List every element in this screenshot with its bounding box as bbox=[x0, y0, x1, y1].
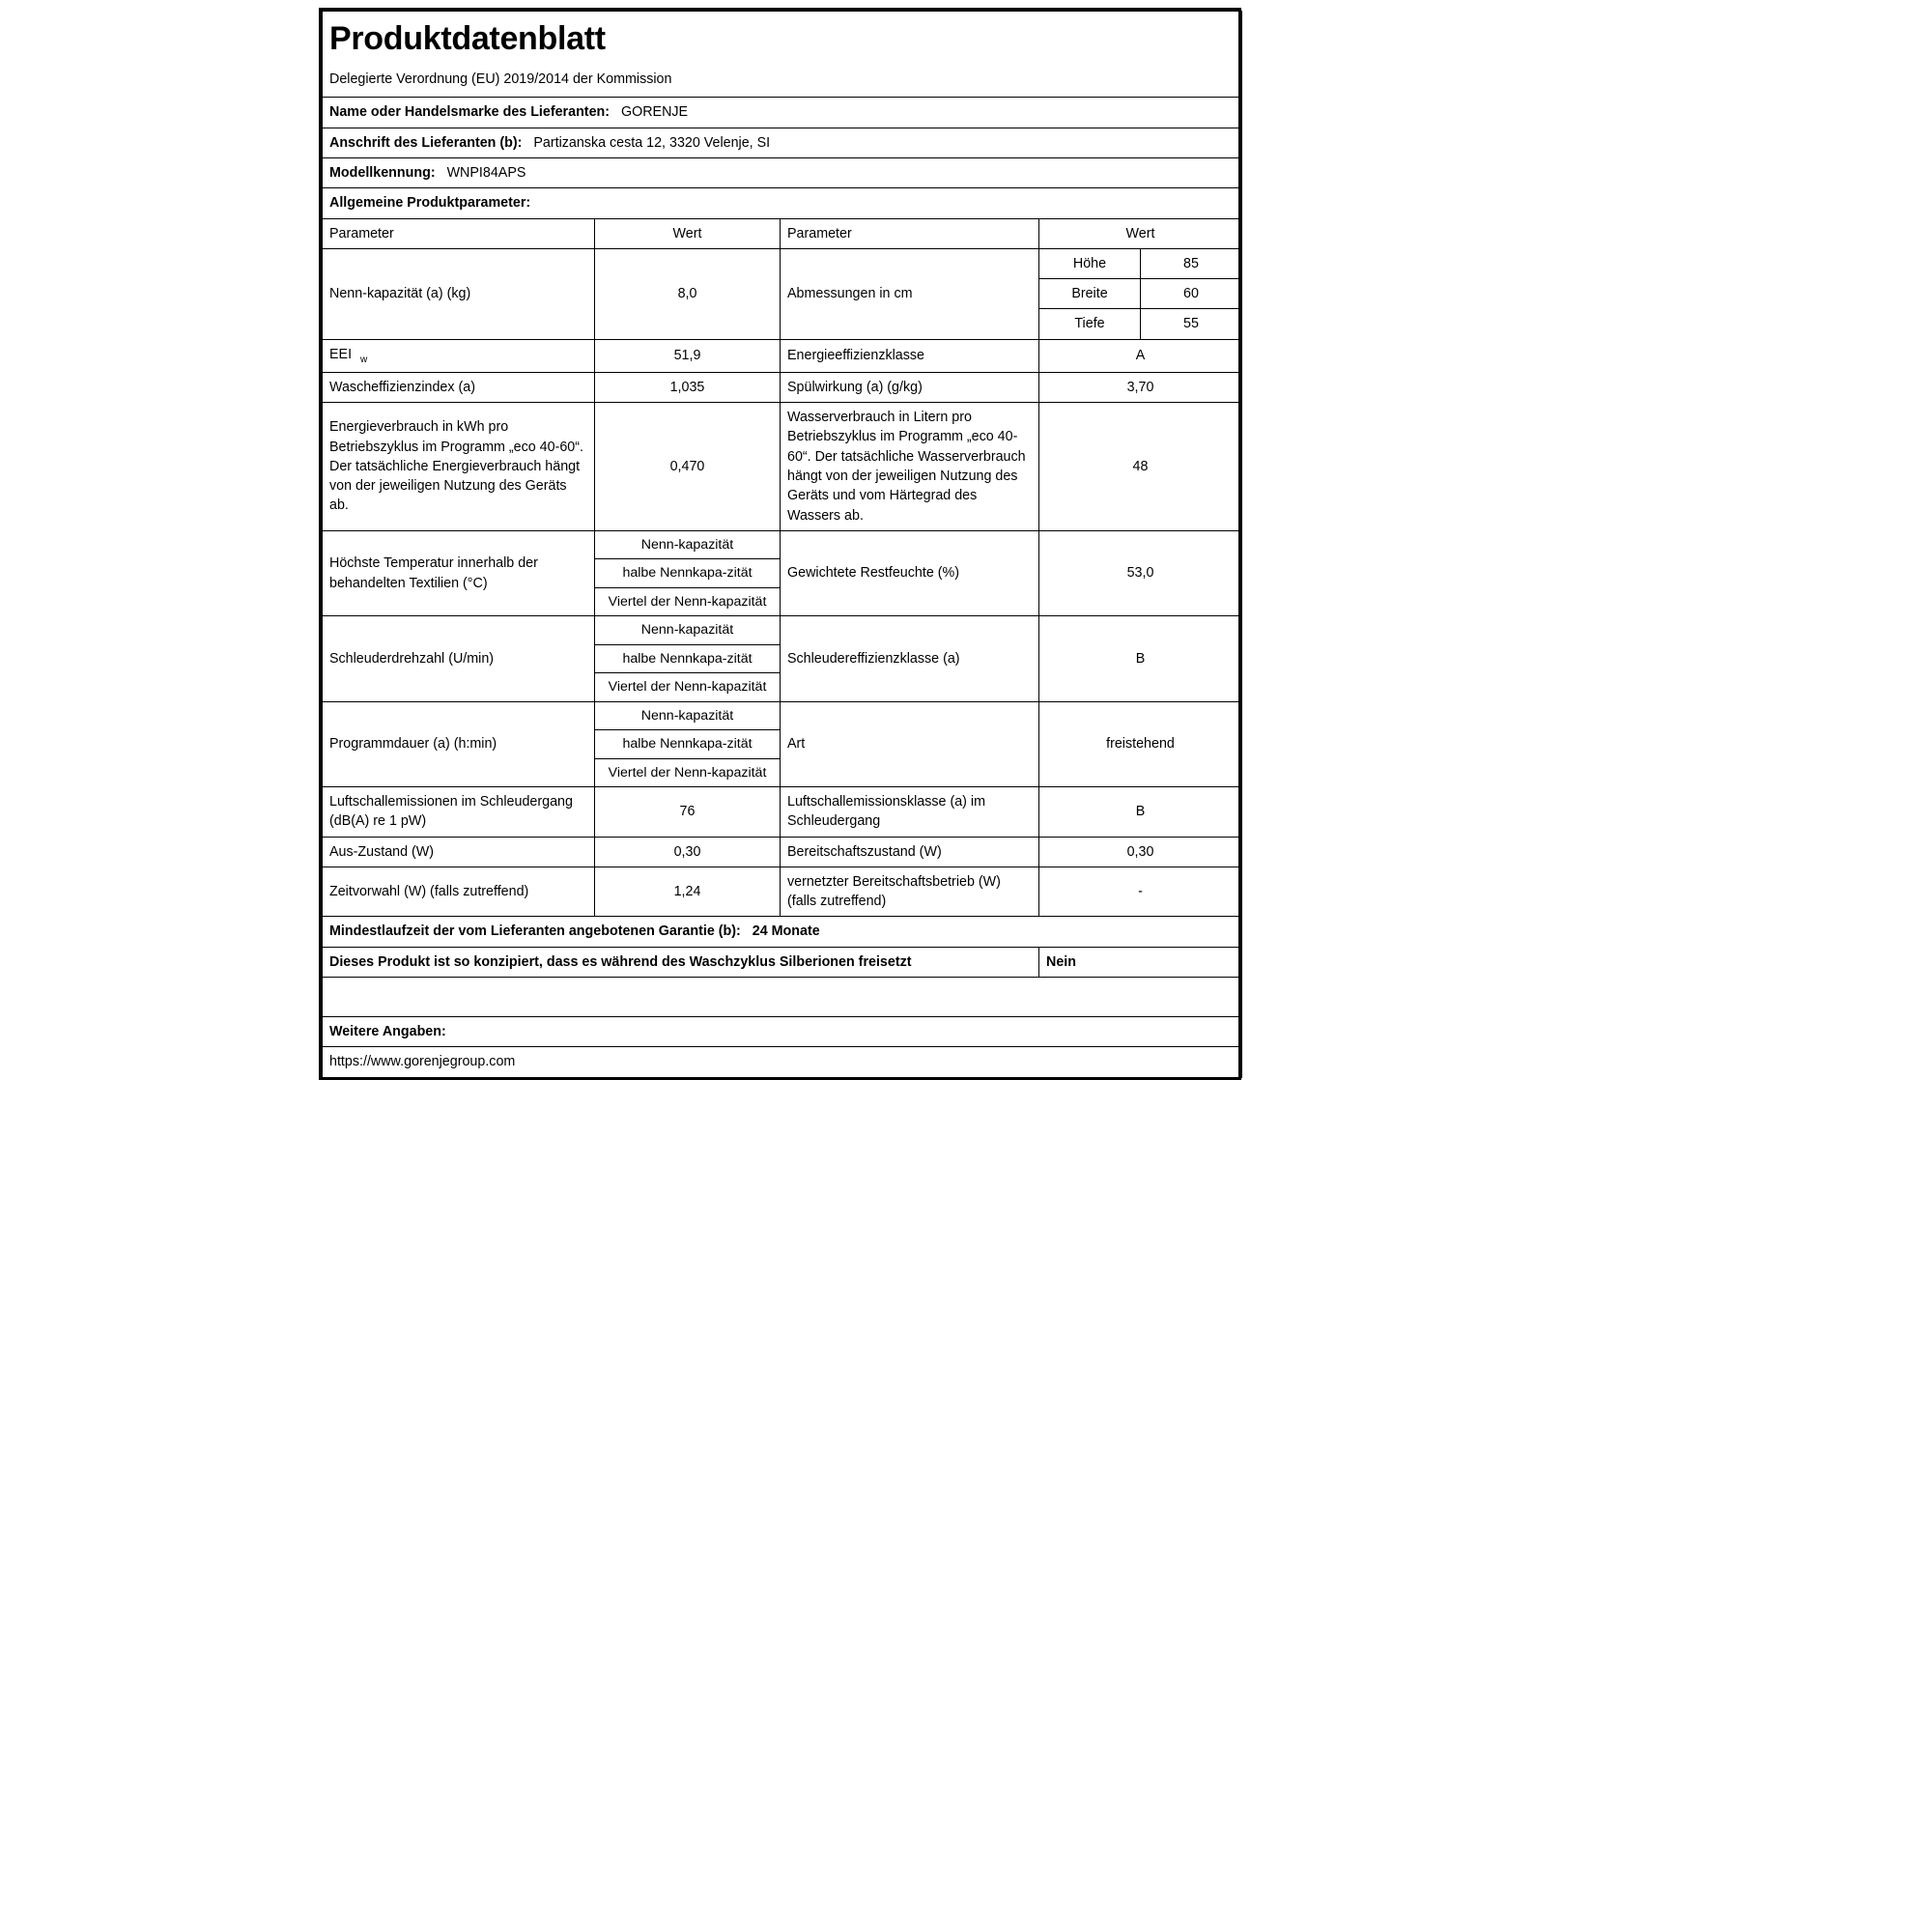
supplier-address-value: Partizanska cesta 12, 3320 Velenje, SI bbox=[533, 134, 771, 151]
capacity-label: Nenn-kapazität (a) (kg) bbox=[323, 248, 595, 339]
temperature-quarter-label: Viertel der Nenn-kapazität bbox=[595, 587, 781, 615]
program-duration-quarter-label: Viertel der Nenn-kapazität bbox=[595, 758, 781, 786]
page-title: Produktdatenblatt bbox=[329, 20, 606, 57]
type-value: freistehend bbox=[1039, 701, 1242, 786]
off-mode-label: Aus-Zustand (W) bbox=[323, 837, 595, 867]
spin-speed-full-label: Nenn-kapazität bbox=[595, 616, 781, 644]
rinsing-label: Spülwirkung (a) (g/kg) bbox=[781, 372, 1039, 402]
delay-start-value: 1,24 bbox=[595, 867, 781, 917]
dimension-width-value: 60 bbox=[1141, 279, 1242, 309]
model-row bbox=[323, 157, 1242, 187]
dimensions-label: Abmessungen in cm bbox=[781, 248, 1039, 339]
supplier-address-cell bbox=[323, 128, 1242, 157]
supplier-name-row bbox=[323, 98, 1242, 128]
warranty-cell bbox=[323, 917, 1242, 947]
title-cell bbox=[323, 12, 1242, 98]
eei-label: EEI bbox=[329, 346, 353, 362]
temperature-full-label: Nenn-kapazität bbox=[595, 530, 781, 558]
warranty-label: Mindestlaufzeit der vom Lieferanten angebotenen Garantie (b): bbox=[329, 923, 741, 940]
model-cell bbox=[323, 157, 1242, 187]
temperature-half-label: halbe Nennkapa-zität bbox=[595, 559, 781, 587]
spin-class-label: Schleudereffizienzklasse (a) bbox=[781, 616, 1039, 701]
spin-speed-half-label: halbe Nennkapa-zität bbox=[595, 644, 781, 672]
eei-value: 51,9 bbox=[595, 339, 781, 372]
type-label: Art bbox=[781, 701, 1039, 786]
header-value-left: Wert bbox=[595, 218, 781, 248]
noise-class-value: B bbox=[1039, 786, 1242, 837]
capacity-dimensions-row-1 bbox=[323, 248, 1242, 278]
water-consumption-value: 48 bbox=[1039, 403, 1242, 531]
water-consumption-label: Wasserverbrauch in Litern pro Betriebszyklus im Programm „eco 40-60“. Der tatsächliche Wasserverbrauch hängt von der jeweiligen Nutzung des Geräts und vom Härtegrad des Wassers ab. bbox=[781, 403, 1039, 531]
silver-ions-value: Nein bbox=[1039, 947, 1242, 977]
program-duration-half-label: halbe Nennkapa-zität bbox=[595, 730, 781, 758]
model-label: Modellkennung: bbox=[329, 164, 436, 181]
header-parameter-left: Parameter bbox=[323, 218, 595, 248]
off-mode-value: 0,30 bbox=[595, 837, 781, 867]
warranty-row bbox=[323, 917, 1242, 947]
column-header-row bbox=[323, 218, 1242, 248]
noise-label: Luftschallemissionen im Schleudergang (dB(A) re 1 pW) bbox=[323, 786, 595, 837]
dimension-depth-label: Tiefe bbox=[1039, 309, 1141, 339]
noise-class-label: Luftschallemissionsklasse (a) im Schleudergang bbox=[781, 786, 1039, 837]
wash-index-label: Wascheffizienzindex (a) bbox=[323, 372, 595, 402]
website-link[interactable]: https://www.gorenjegroup.com bbox=[323, 1047, 1242, 1077]
spin-speed-quarter-label: Viertel der Nenn-kapazität bbox=[595, 673, 781, 701]
spin-class-value: B bbox=[1039, 616, 1242, 701]
standby-mode-value: 0,30 bbox=[1039, 837, 1242, 867]
dimension-width-label: Breite bbox=[1039, 279, 1141, 309]
eei-label-subscript: w bbox=[360, 354, 368, 365]
spin-speed-label: Schleuderdrehzahl (U/min) bbox=[323, 616, 595, 701]
title-row bbox=[323, 12, 1242, 98]
wash-index-row bbox=[323, 372, 1242, 402]
rinsing-value: 3,70 bbox=[1039, 372, 1242, 402]
energy-consumption-value: 0,470 bbox=[595, 403, 781, 531]
further-info-row bbox=[323, 1017, 1242, 1047]
product-datasheet bbox=[319, 8, 1241, 1080]
eei-label-cell bbox=[323, 339, 595, 372]
program-duration-full-label: Nenn-kapazität bbox=[595, 701, 781, 729]
delay-start-row bbox=[323, 867, 1242, 917]
silver-ions-label: Dieses Produkt ist so konzipiert, dass es während des Waschzyklus Silberionen freisetzt bbox=[323, 947, 1039, 977]
temperature-row-1 bbox=[323, 530, 1242, 558]
consumption-row bbox=[323, 403, 1242, 531]
spacer-row bbox=[323, 978, 1242, 1017]
website-row bbox=[323, 1047, 1242, 1077]
off-mode-row bbox=[323, 837, 1242, 867]
capacity-value: 8,0 bbox=[595, 248, 781, 339]
spacer-cell bbox=[323, 978, 1242, 1017]
standby-mode-label: Bereitschaftszustand (W) bbox=[781, 837, 1039, 867]
header-parameter-right: Parameter bbox=[781, 218, 1039, 248]
noise-row bbox=[323, 786, 1242, 837]
networked-standby-value: - bbox=[1039, 867, 1242, 917]
supplier-address-row bbox=[323, 128, 1242, 157]
supplier-name-value: GORENJE bbox=[620, 104, 689, 121]
supplier-address-label: Anschrift des Lieferanten (b): bbox=[329, 134, 523, 151]
temperature-label: Höchste Temperatur innerhalb der behandelten Textilien (°C) bbox=[323, 530, 595, 615]
further-info-label: Weitere Angaben: bbox=[323, 1017, 1242, 1047]
wash-index-value: 1,035 bbox=[595, 372, 781, 402]
noise-value: 76 bbox=[595, 786, 781, 837]
eei-row bbox=[323, 339, 1242, 372]
general-params-heading: Allgemeine Produktparameter: bbox=[323, 188, 1242, 218]
energy-class-label: Energieeffizienzklasse bbox=[781, 339, 1039, 372]
program-duration-label: Programmdauer (a) (h:min) bbox=[323, 701, 595, 786]
spin-speed-row-1 bbox=[323, 616, 1242, 644]
supplier-name-label: Name oder Handelsmarke des Lieferanten: bbox=[329, 104, 611, 121]
general-params-row bbox=[323, 188, 1242, 218]
header-value-right: Wert bbox=[1039, 218, 1242, 248]
energy-class-value: A bbox=[1039, 339, 1242, 372]
supplier-name-cell bbox=[323, 98, 1242, 128]
energy-consumption-label: Energieverbrauch in kWh pro Betriebszyklus im Programm „eco 40-60“. Der tatsächliche Energieverbrauch hängt von der jeweiligen Nutzung des Geräts ab. bbox=[323, 403, 595, 531]
dimension-height-label: Höhe bbox=[1039, 248, 1141, 278]
residual-moisture-label: Gewichtete Restfeuchte (%) bbox=[781, 530, 1039, 615]
warranty-value: 24 Monate bbox=[752, 923, 820, 940]
datasheet-table bbox=[322, 11, 1242, 1078]
delay-start-label: Zeitvorwahl (W) (falls zutreffend) bbox=[323, 867, 595, 917]
networked-standby-label: vernetzter Bereitschaftsbetrieb (W) (falls zutreffend) bbox=[781, 867, 1039, 917]
silver-ions-row bbox=[323, 947, 1242, 977]
regulation-subtitle: Delegierte Verordnung (EU) 2019/2014 der Kommission bbox=[329, 71, 672, 88]
dimension-depth-value: 55 bbox=[1141, 309, 1242, 339]
model-value: WNPI84APS bbox=[446, 164, 526, 181]
program-duration-row-1 bbox=[323, 701, 1242, 729]
dimension-height-value: 85 bbox=[1141, 248, 1242, 278]
residual-moisture-value: 53,0 bbox=[1039, 530, 1242, 615]
